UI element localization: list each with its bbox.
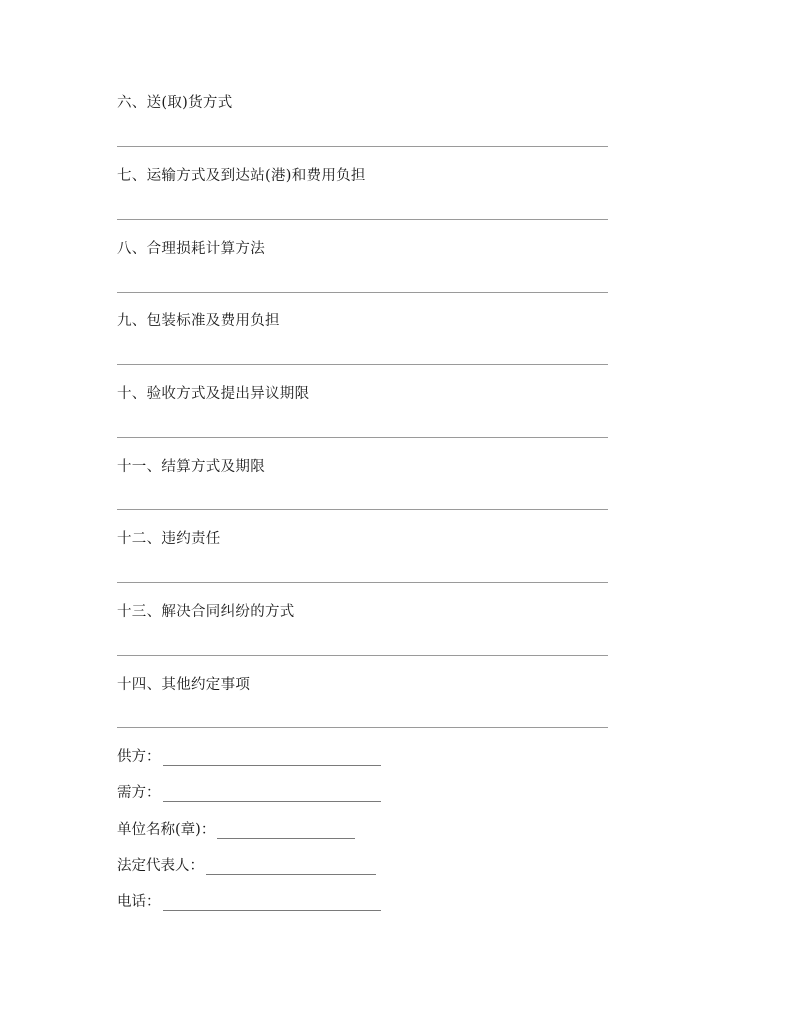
supplier-blank[interactable] — [163, 753, 381, 766]
legal-rep-blank[interactable] — [206, 862, 376, 875]
fill-in-line-8 — [117, 292, 608, 293]
unit-name-blank[interactable] — [217, 826, 355, 839]
section-heading-11: 十一、结算方式及期限 — [117, 459, 265, 475]
section-heading-6: 六、送(取)货方式 — [117, 95, 233, 111]
section-heading-7: 七、运输方式及到达站(港)和费用负担 — [117, 168, 366, 184]
section-heading-10: 十、验收方式及提出异议期限 — [117, 386, 310, 402]
section-heading-9: 九、包装标准及费用负担 — [117, 313, 280, 329]
fill-in-line-13 — [117, 655, 608, 656]
phone-blank[interactable] — [163, 898, 381, 911]
supplier-label: 供方： — [117, 749, 161, 765]
fill-in-line-14 — [117, 727, 608, 728]
fill-in-line-7 — [117, 219, 608, 220]
buyer-row — [117, 784, 381, 802]
fill-in-line-11 — [117, 509, 608, 510]
supplier-row — [117, 748, 381, 766]
buyer-label: 需方： — [117, 785, 161, 801]
unit-name-row — [117, 821, 355, 839]
legal-rep-row — [117, 857, 376, 875]
phone-label: 电话： — [117, 894, 161, 910]
section-heading-12: 十二、违约责任 — [117, 531, 221, 547]
fill-in-line-12 — [117, 582, 608, 583]
legal-rep-label: 法定代表人： — [117, 858, 204, 874]
section-heading-13: 十三、解决合同纠纷的方式 — [117, 604, 295, 620]
section-heading-14: 十四、其他约定事项 — [117, 677, 251, 693]
unit-name-label: 单位名称(章)： — [117, 822, 216, 838]
fill-in-line-10 — [117, 437, 608, 438]
buyer-blank[interactable] — [163, 789, 381, 802]
fill-in-line-6 — [117, 146, 608, 147]
fill-in-line-9 — [117, 364, 608, 365]
phone-row — [117, 893, 381, 911]
section-heading-8: 八、合理损耗计算方法 — [117, 241, 265, 257]
